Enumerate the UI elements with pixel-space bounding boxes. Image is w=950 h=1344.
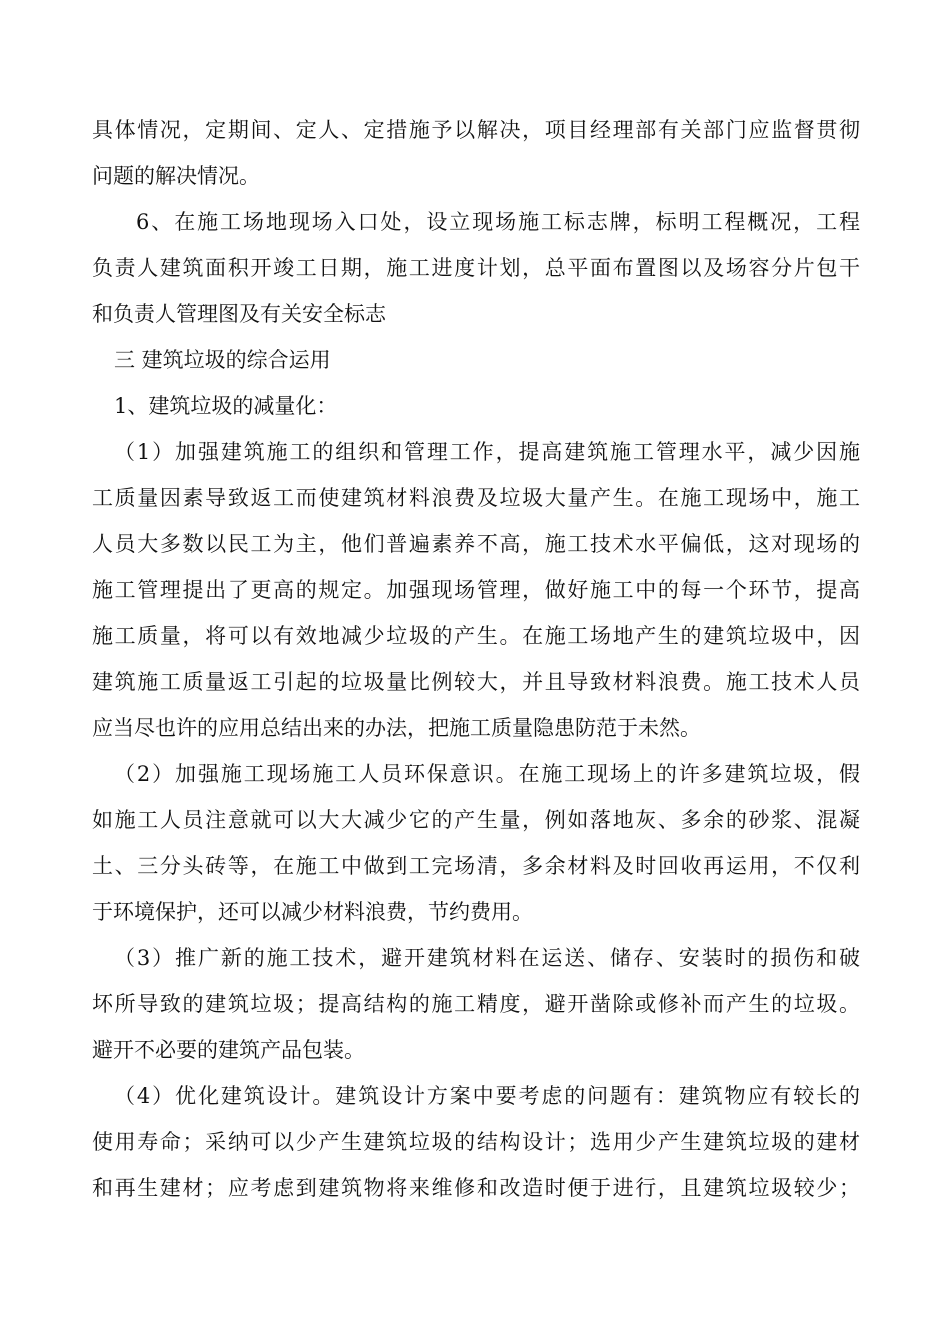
text-line: 于环境保护，还可以减少材料浪费，节约费用。 — [92, 900, 533, 924]
text-line: 施工质量，将可以有效地减少垃圾的产生。在施工场地产生的建筑垃圾中，因 — [92, 624, 860, 648]
text-line: 应当尽也许的应用总结出来的办法，把施工质量隐患防范于未然。 — [92, 716, 701, 740]
text-line: 建筑施工质量返工引起的垃圾量比例较大，并且导致材料浪费。施工技术人员 — [92, 670, 860, 694]
document-body — [92, 107, 860, 1211]
text-line: 避开不必要的建筑产品包装。 — [92, 1038, 365, 1062]
text-line: 具体情况，定期间、定人、定措施予以解决，项目经理部有关部门应监督贯彻 — [92, 118, 860, 142]
text-line: 施工管理提出了更高的规定。加强现场管理，做好施工中的每一个环节，提高 — [92, 578, 860, 602]
text-line: 使用寿命；采纳可以少产生建筑垃圾的结构设计；选用少产生建筑垃圾的建材 — [92, 1130, 860, 1154]
text-line: （3）推广新的施工技术，避开建筑材料在运送、储存、安装时的损伤和破 — [114, 946, 860, 970]
text-line: （2）加强施工现场施工人员环保意识。在施工现场上的许多建筑垃圾，假 — [114, 762, 860, 786]
text-line: （1）加强建筑施工的组织和管理工作，提高建筑施工管理水平，减少因施 — [114, 440, 860, 464]
text-line: （4）优化建筑设计。建筑设计方案中要考虑的问题有：建筑物应有较长的 — [114, 1084, 860, 1108]
text-line: 土、三分头砖等，在施工中做到工完场清，多余材料及时回收再运用，不仅利 — [92, 854, 860, 878]
text-line: 6、在施工场地现场入口处，设立现场施工标志牌，标明工程概况，工程 — [136, 210, 860, 234]
text-line: 坏所导致的建筑垃圾；提高结构的施工精度，避开凿除或修补而产生的垃圾。 — [92, 992, 860, 1016]
text-line: 人员大多数以民工为主，他们普遍素养不高，施工技术水平偏低，这对现场的 — [92, 532, 860, 556]
text-line: 和负责人管理图及有关安全标志 — [92, 302, 386, 326]
text-line: 如施工人员注意就可以大大减少它的产生量，例如落地灰、多余的砂浆、混凝 — [92, 808, 860, 832]
text-line: 工质量因素导致返工而使建筑材料浪费及垃圾大量产生。在施工现场中，施工 — [92, 486, 860, 510]
text-line: 问题的解决情况。 — [92, 164, 260, 188]
subsection-heading: 1、建筑垃圾的减量化： — [114, 394, 338, 418]
text-line: 负责人建筑面积开竣工日期，施工进度计划，总平面布置图以及场容分片包干 — [92, 256, 860, 280]
section-heading: 三 建筑垃圾的综合运用 — [114, 348, 331, 372]
text-line: 和再生建材；应考虑到建筑物将来维修和改造时便于进行，且建筑垃圾较少； — [92, 1176, 860, 1200]
